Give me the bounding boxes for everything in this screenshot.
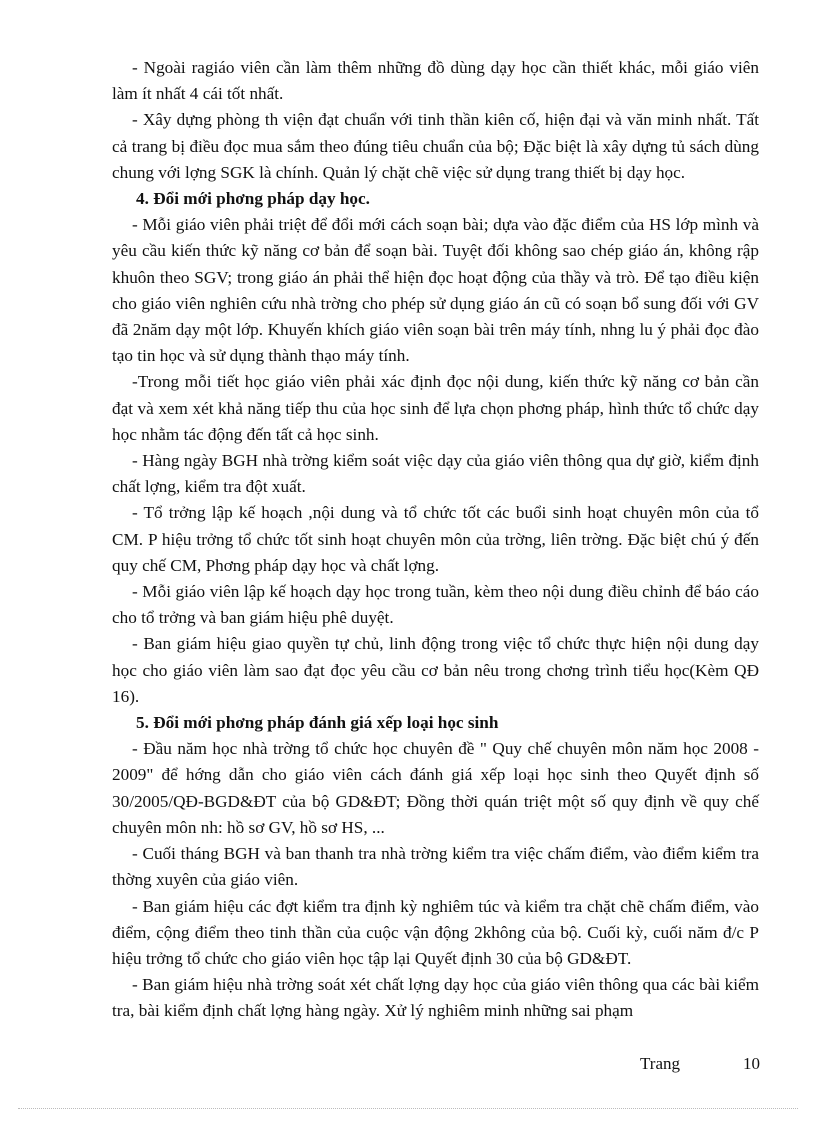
section-heading: 5. Đổi mới phơng pháp đánh giá xếp loại học sinh	[136, 713, 499, 733]
paragraph: - Hàng ngày BGH nhà trờng kiểm soát việc dạy của giáo viên thông qua dự giờ, kiểm định chất lợng, kiểm tra đột xuất.	[112, 451, 759, 497]
paragraph: - Ngoài ragiáo viên cần làm thêm những đồ dùng dạy học cần thiết khác, mỗi giáo viên làm ít nhất 4 cái tốt nhất.	[112, 58, 759, 104]
paragraph: - Ban giám hiệu nhà trờng soát xét chất lợng dạy học của giáo viên thông qua các bài kiểm tra, bài kiểm định chất lợng hàng ngày. Xử lý nghiêm minh những sai phạm	[112, 975, 759, 1021]
paragraph: - Tổ trởng lập kế hoạch ,nội dung và tổ chức tốt các buổi sinh hoạt chuyên môn của tổ CM. P hiệu trởng tổ chức tốt sinh hoạt chuyên môn của trờng, liên trờng. Đặc biệt chú ý đến quy chế CM, Phơng pháp dạy học và chất lợng.	[112, 503, 759, 575]
page-number: 10	[743, 1054, 760, 1073]
page-label: Trang	[640, 1054, 680, 1073]
bottom-divider	[18, 1108, 798, 1109]
page-footer	[640, 1054, 760, 1074]
paragraph: - Mỗi giáo viên lập kế hoạch dạy học trong tuần, kèm theo nội dung điều chỉnh để báo cáo cho tổ trởng và ban giám hiệu phê duyệt.	[112, 582, 759, 628]
document-body	[112, 55, 759, 1025]
section-heading: 4. Đổi mới phơng pháp dạy học.	[136, 189, 370, 209]
paragraph: - Đầu năm học nhà trờng tổ chức học chuyên đề " Quy chế chuyên môn năm học 2008 - 2009" để hớng dẫn cho giáo viên cách đánh giá xếp loại học sinh theo Quyết định số 30/2005/QĐ-BGD&ĐT của bộ GD&ĐT; Đồng thời quán triệt một số quy định về quy chế chuyên môn nh: hồ sơ GV, hồ sơ HS, ...	[112, 739, 759, 837]
paragraph: - Mỗi giáo viên phải triệt để đổi mới cách soạn bài; dựa vào đặc điểm của HS lớp mình và yêu cầu kiến thức kỹ năng cơ bản để soạn bài. Tuyệt đối không sao chép giáo án, không rập khuôn theo SGV; trong giáo án phải thể hiện đọc hoạt động của thầy và trò. Để tạo điều kiện cho giáo viên nghiên cứu nhà trờng cho phép sử dụng giáo án cũ có soạn bổ sung đối với GV đã 2năm dạy một lớp. Khuyến khích giáo viên soạn bài trên máy tính, nhng lu ý phải đọc đào tạo tin học và sử dụng thành thạo máy tính.	[112, 215, 759, 366]
paragraph: - Cuối tháng BGH và ban thanh tra nhà trờng kiểm tra việc chấm điểm, vào điểm kiểm tra thờng xuyên của giáo viên.	[112, 844, 759, 890]
paragraph: -Trong mỗi tiết học giáo viên phải xác định đọc nội dung, kiến thức kỹ năng cơ bản cần đạt và xem xét khả năng tiếp thu của học sinh để lựa chọn phơng pháp, hình thức tổ chức dạy học nhằm tác động đến tất cả học sinh.	[112, 372, 759, 444]
paragraph: - Ban giám hiệu giao quyền tự chủ, linh động trong việc tổ chức thực hiện nội dung dạy học cho giáo viên làm sao đạt đọc yêu cầu cơ bản nêu trong chơng trình tiểu học(Kèm QĐ 16).	[112, 634, 759, 706]
paragraph: - Ban giám hiệu các đợt kiểm tra định kỳ nghiêm túc và kiểm tra chặt chẽ chấm điểm, vào điểm, cộng điểm theo tinh thần của cuộc vận động 2không của bộ. Cuối kỳ, cuối năm đ/c P hiệu trởng tổ chức cho giáo viên học tập lại Quyết định 30 của bộ GD&ĐT.	[112, 896, 759, 968]
paragraph: - Xây dựng phòng th viện đạt chuẩn với tinh thần kiên cố, hiện đại và văn minh nhất. Tất cả trang bị điều đọc mua sắm theo đúng tiêu chuẩn của bộ; Đặc biệt là xây dựng tủ sách dùng chung với lợng SGK là chính. Quản lý chặt chẽ việc sử dụng trang thiết bị dạy học.	[112, 110, 759, 182]
